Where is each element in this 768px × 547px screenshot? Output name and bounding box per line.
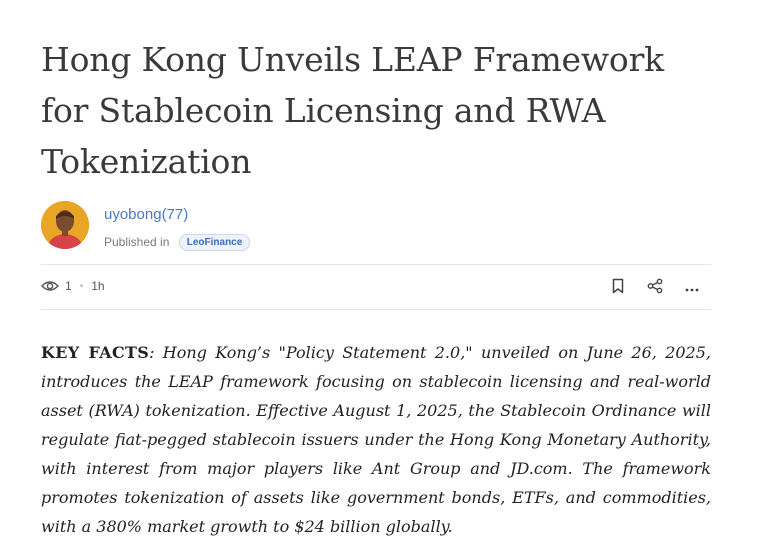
view-count: 1 bbox=[65, 279, 72, 293]
community-tag[interactable]: LeoFinance bbox=[179, 234, 251, 251]
share-icon bbox=[647, 278, 663, 299]
post-meta-row bbox=[41, 273, 711, 303]
bookmark-button[interactable] bbox=[608, 278, 628, 298]
bookmark-icon bbox=[612, 278, 624, 299]
author-link[interactable] bbox=[104, 206, 188, 223]
avatar-image bbox=[41, 201, 89, 249]
author-row bbox=[41, 201, 711, 251]
author-reputation: (77) bbox=[161, 206, 189, 223]
avatar[interactable] bbox=[41, 201, 89, 249]
divider-top bbox=[41, 264, 711, 265]
divider-bottom bbox=[41, 309, 711, 310]
more-options-button[interactable] bbox=[682, 278, 702, 298]
published-line bbox=[104, 234, 250, 251]
published-in-label: Published in bbox=[104, 235, 170, 249]
author-name[interactable]: uyobong bbox=[104, 206, 162, 223]
meta-separator: • bbox=[79, 280, 84, 292]
post-title: Hong Kong Unveils LEAP Framework for Stablecoin Licensing and RWA Tokenization bbox=[41, 40, 664, 181]
post-stats bbox=[41, 279, 105, 293]
more-horizontal-icon bbox=[685, 279, 699, 297]
key-facts-label: KEY FACTS bbox=[41, 343, 150, 362]
share-button[interactable] bbox=[645, 278, 665, 298]
post-body bbox=[41, 338, 711, 541]
eye-icon bbox=[41, 279, 59, 293]
post-body-text: : Hong Kong’s "Policy Statement 2.0," unveiled on June 26, 2025, introduces the LEAP framework focusing on stablecoin licensing and real-world asset (RWA) tokenization. Effective August 1, 2025, the Stablecoin Ordinance will regulate fiat-pegged stablecoin issuers under the Hong Kong Monetary Authority, with interest from major players like Ant Group and JD.com. The framework promotes tokenization of assets like government bonds, ETFs, and commodities, with a 380% market growth to $24 billion globally. bbox=[41, 343, 711, 536]
post-age: 1h bbox=[91, 279, 105, 293]
post-actions bbox=[608, 278, 702, 298]
